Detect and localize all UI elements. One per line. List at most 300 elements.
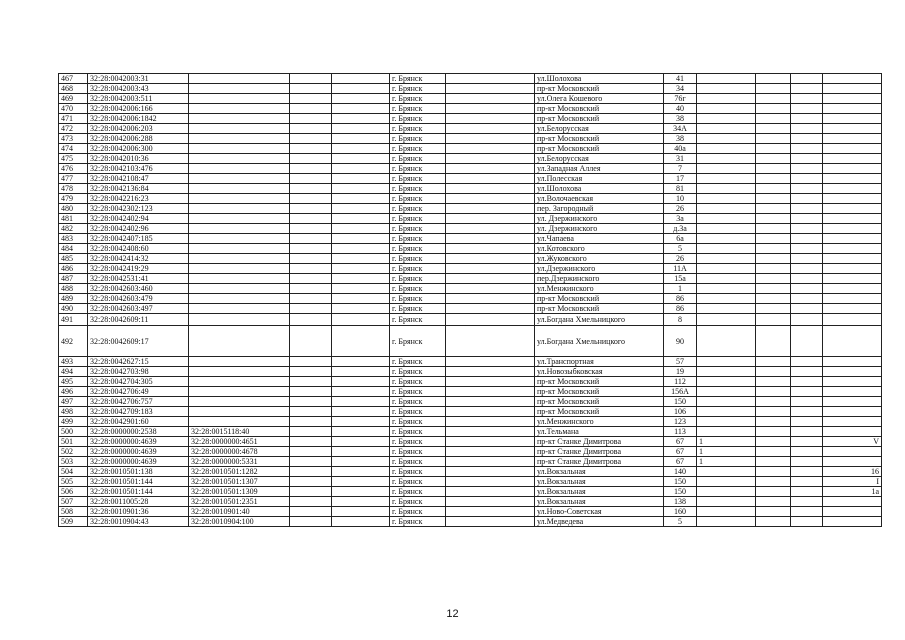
cell-cad: 32:28:0042108:47	[88, 174, 189, 184]
table-row	[59, 417, 882, 427]
cell-e1	[290, 144, 332, 154]
cell-cad2	[189, 326, 290, 357]
table-row	[59, 377, 882, 387]
cell-cad: 32:28:0042706:49	[88, 387, 189, 397]
cell-street: пр-кт Московский	[535, 304, 664, 314]
cell-city: г. Брянск	[390, 417, 446, 427]
cell-e2	[332, 427, 390, 437]
cell-e1	[290, 224, 332, 234]
cell-city: г. Брянск	[390, 144, 446, 154]
cell-v3	[823, 367, 882, 377]
cell-v3	[823, 357, 882, 367]
cell-street: пр-кт Московский	[535, 84, 664, 94]
cell-n: 483	[59, 234, 88, 244]
cell-e1	[290, 407, 332, 417]
cell-e3	[446, 437, 535, 447]
cell-house: 140	[664, 467, 697, 477]
table-row	[59, 214, 882, 224]
cell-v2	[791, 427, 823, 437]
cell-house: 31	[664, 154, 697, 164]
cell-n: 472	[59, 124, 88, 134]
cell-city: г. Брянск	[390, 447, 446, 457]
cell-e2	[332, 387, 390, 397]
cell-v2	[791, 94, 823, 104]
cell-e1	[290, 314, 332, 326]
cell-city: г. Брянск	[390, 94, 446, 104]
cell-extra	[697, 477, 756, 487]
cell-v2	[791, 174, 823, 184]
cell-e2	[332, 507, 390, 517]
cell-n: 475	[59, 154, 88, 164]
cell-n: 496	[59, 387, 88, 397]
cell-e3	[446, 224, 535, 234]
cell-v3	[823, 154, 882, 164]
cell-e3	[446, 407, 535, 417]
cell-e2	[332, 94, 390, 104]
cell-v3	[823, 124, 882, 134]
cell-street: ул.Шолохова	[535, 74, 664, 84]
cell-n: 502	[59, 447, 88, 457]
cell-city: г. Брянск	[390, 214, 446, 224]
table-row	[59, 294, 882, 304]
cell-cad2	[189, 294, 290, 304]
cell-n: 507	[59, 497, 88, 507]
cell-house: 5	[664, 244, 697, 254]
table-row	[59, 487, 882, 497]
cell-v3	[823, 284, 882, 294]
cell-cad: 32:28:0042408:60	[88, 244, 189, 254]
cell-house: 106	[664, 407, 697, 417]
cell-n: 500	[59, 427, 88, 437]
cell-v2	[791, 314, 823, 326]
cell-e1	[290, 174, 332, 184]
cell-cad: 32:28:0042627:15	[88, 357, 189, 367]
cell-n: 508	[59, 507, 88, 517]
cell-v3: V	[823, 437, 882, 447]
cell-street: пер.Дзержинского	[535, 274, 664, 284]
cell-v2	[791, 74, 823, 84]
cell-extra	[697, 397, 756, 407]
cell-city: г. Брянск	[390, 427, 446, 437]
cell-cad2	[189, 144, 290, 154]
cell-v2	[791, 467, 823, 477]
cell-cad: 32:28:0042003:43	[88, 84, 189, 94]
cell-extra	[697, 487, 756, 497]
cell-e2	[332, 254, 390, 264]
cell-e3	[446, 84, 535, 94]
cell-city: г. Брянск	[390, 114, 446, 124]
cell-e1	[290, 357, 332, 367]
cell-house: 6а	[664, 234, 697, 244]
cell-n: 493	[59, 357, 88, 367]
cell-cad: 32:28:0042531:41	[88, 274, 189, 284]
table-row	[59, 457, 882, 467]
cell-cad: 32:28:0042003:511	[88, 94, 189, 104]
cell-e1	[290, 164, 332, 174]
cell-v1	[756, 274, 791, 284]
cell-n: 498	[59, 407, 88, 417]
cell-extra	[697, 194, 756, 204]
cell-city: г. Брянск	[390, 234, 446, 244]
cell-city: г. Брянск	[390, 184, 446, 194]
cell-house: 40	[664, 104, 697, 114]
cell-house: 10	[664, 194, 697, 204]
cell-v3	[823, 304, 882, 314]
cell-e2	[332, 104, 390, 114]
cell-extra	[697, 357, 756, 367]
cell-cad: 32:28:0042010:36	[88, 154, 189, 164]
cell-house: 26	[664, 254, 697, 264]
cell-city: г. Брянск	[390, 194, 446, 204]
cell-e2	[332, 357, 390, 367]
cell-e1	[290, 507, 332, 517]
cell-house: 41	[664, 74, 697, 84]
cell-e1	[290, 377, 332, 387]
cell-extra	[697, 114, 756, 124]
cell-cad: 32:28:0042103:476	[88, 164, 189, 174]
cell-cad2	[189, 234, 290, 244]
cell-street: ул.Богдана Хмельницкого	[535, 326, 664, 357]
cell-e3	[446, 397, 535, 407]
cell-v1	[756, 74, 791, 84]
cell-extra	[697, 377, 756, 387]
table-row	[59, 477, 882, 487]
cell-v1	[756, 224, 791, 234]
cell-city: г. Брянск	[390, 487, 446, 497]
cell-cad2	[189, 74, 290, 84]
cell-e3	[446, 254, 535, 264]
cell-city: г. Брянск	[390, 397, 446, 407]
table-row	[59, 194, 882, 204]
cell-e2	[332, 326, 390, 357]
cell-street: пр-кт Московский	[535, 377, 664, 387]
cell-extra	[697, 224, 756, 234]
cell-v1	[756, 457, 791, 467]
table-row	[59, 104, 882, 114]
cell-cad: 32:28:0042302:123	[88, 204, 189, 214]
cell-n: 477	[59, 174, 88, 184]
cell-house: 3а	[664, 214, 697, 224]
table-row	[59, 387, 882, 397]
cell-n: 482	[59, 224, 88, 234]
cell-e2	[332, 154, 390, 164]
cell-cad2	[189, 124, 290, 134]
table-row	[59, 174, 882, 184]
cell-n: 478	[59, 184, 88, 194]
cell-cad2	[189, 224, 290, 234]
cell-n: 470	[59, 104, 88, 114]
cell-e2	[332, 134, 390, 144]
cell-e3	[446, 264, 535, 274]
cell-extra	[697, 74, 756, 84]
cell-cad2	[189, 397, 290, 407]
cell-v1	[756, 84, 791, 94]
cell-v1	[756, 114, 791, 124]
cell-v3	[823, 427, 882, 437]
cell-street: ул.Новозыбковская	[535, 367, 664, 377]
cell-v3	[823, 377, 882, 387]
cell-e2	[332, 124, 390, 134]
cell-v2	[791, 144, 823, 154]
cell-n: 491	[59, 314, 88, 326]
cell-v2	[791, 134, 823, 144]
cell-e2	[332, 304, 390, 314]
cell-e3	[446, 204, 535, 214]
cell-v1	[756, 124, 791, 134]
cell-v2	[791, 254, 823, 264]
cell-v3: 1а	[823, 487, 882, 497]
cell-e3	[446, 164, 535, 174]
cell-extra: 1	[697, 437, 756, 447]
cell-street: ул.Вокзальная	[535, 467, 664, 477]
cell-v3	[823, 407, 882, 417]
cell-street: ул.Менжинского	[535, 284, 664, 294]
cell-city: г. Брянск	[390, 224, 446, 234]
cell-v1	[756, 254, 791, 264]
cell-v1	[756, 357, 791, 367]
cell-city: г. Брянск	[390, 74, 446, 84]
cell-cad2	[189, 314, 290, 326]
cell-v3	[823, 326, 882, 357]
cell-extra	[697, 367, 756, 377]
cell-e3	[446, 517, 535, 527]
cell-e1	[290, 134, 332, 144]
cell-extra	[697, 407, 756, 417]
cell-e1	[290, 304, 332, 314]
cell-v2	[791, 84, 823, 94]
table-row	[59, 427, 882, 437]
cell-street: пр-кт Московский	[535, 397, 664, 407]
cell-street: ул.Тельмана	[535, 427, 664, 437]
table-row	[59, 397, 882, 407]
cell-cad: 32:28:0042006:300	[88, 144, 189, 154]
cell-n: 479	[59, 194, 88, 204]
cell-e3	[446, 314, 535, 326]
cell-cad: 32:28:0042006:288	[88, 134, 189, 144]
cell-city: г. Брянск	[390, 294, 446, 304]
cell-e2	[332, 144, 390, 154]
cell-house: 67	[664, 437, 697, 447]
cell-extra	[697, 274, 756, 284]
cell-e1	[290, 387, 332, 397]
cell-v1	[756, 477, 791, 487]
cell-cad: 32:28:0010501:138	[88, 467, 189, 477]
cell-v1	[756, 487, 791, 497]
cell-cad2	[189, 377, 290, 387]
cell-n: 480	[59, 204, 88, 214]
cell-cad2	[189, 84, 290, 94]
cell-cad2	[189, 134, 290, 144]
cell-cad2	[189, 387, 290, 397]
cell-v3	[823, 397, 882, 407]
cell-e3	[446, 124, 535, 134]
cell-extra	[697, 134, 756, 144]
cell-v2	[791, 387, 823, 397]
cell-n: 499	[59, 417, 88, 427]
cell-n: 467	[59, 74, 88, 84]
cell-v1	[756, 134, 791, 144]
cell-v2	[791, 487, 823, 497]
cell-extra: 1	[697, 457, 756, 467]
table-row	[59, 204, 882, 214]
cell-e3	[446, 304, 535, 314]
cell-house: 40а	[664, 144, 697, 154]
cell-e3	[446, 134, 535, 144]
table-body	[59, 74, 882, 527]
cell-v3	[823, 214, 882, 224]
cell-v3	[823, 507, 882, 517]
cell-cad2	[189, 94, 290, 104]
cell-v1	[756, 367, 791, 377]
cell-n: 476	[59, 164, 88, 174]
cell-cad: 32:28:0000000:4639	[88, 437, 189, 447]
cell-v1	[756, 104, 791, 114]
cell-e1	[290, 94, 332, 104]
cell-cad: 32:28:0042003:31	[88, 74, 189, 84]
cell-v3	[823, 194, 882, 204]
cell-e3	[446, 144, 535, 154]
cell-v1	[756, 397, 791, 407]
cell-cad2: 32:28:0010501:1309	[189, 487, 290, 497]
cell-e2	[332, 447, 390, 457]
cell-street: ул.Богдана Хмельницкого	[535, 314, 664, 326]
cell-cad2: 32:28:0010901:40	[189, 507, 290, 517]
cell-e3	[446, 274, 535, 284]
cell-city: г. Брянск	[390, 357, 446, 367]
cell-cad2	[189, 194, 290, 204]
cell-cad2	[189, 417, 290, 427]
cell-v2	[791, 397, 823, 407]
cell-e3	[446, 507, 535, 517]
cell-city: г. Брянск	[390, 174, 446, 184]
cell-v2	[791, 264, 823, 274]
table-row	[59, 507, 882, 517]
cell-e3	[446, 244, 535, 254]
cell-v2	[791, 154, 823, 164]
cell-cad: 32:28:0042136:84	[88, 184, 189, 194]
cell-cad: 32:28:0042006:166	[88, 104, 189, 114]
cell-v2	[791, 234, 823, 244]
cell-cad2	[189, 104, 290, 114]
cell-e2	[332, 487, 390, 497]
cell-v3	[823, 144, 882, 154]
cell-cad2: 32:28:0000000:5331	[189, 457, 290, 467]
cell-e3	[446, 387, 535, 397]
cell-v3	[823, 74, 882, 84]
cell-city: г. Брянск	[390, 204, 446, 214]
cell-city: г. Брянск	[390, 304, 446, 314]
cell-cad: 32:28:0010901:36	[88, 507, 189, 517]
cell-street: ул.Транспортная	[535, 357, 664, 367]
cell-e3	[446, 104, 535, 114]
cell-house: 57	[664, 357, 697, 367]
cell-cad2: 32:28:0000000:4651	[189, 437, 290, 447]
cell-e3	[446, 447, 535, 457]
table-row	[59, 357, 882, 367]
table-row	[59, 84, 882, 94]
cell-n: 490	[59, 304, 88, 314]
cell-e2	[332, 497, 390, 507]
property-table	[58, 73, 882, 527]
cell-e1	[290, 417, 332, 427]
table-row	[59, 144, 882, 154]
cell-v2	[791, 517, 823, 527]
cell-city: г. Брянск	[390, 314, 446, 326]
cell-cad2	[189, 174, 290, 184]
cell-e2	[332, 234, 390, 244]
cell-street: пр-кт Московский	[535, 294, 664, 304]
cell-e2	[332, 314, 390, 326]
cell-extra	[697, 507, 756, 517]
cell-cad: 32:28:0042603:479	[88, 294, 189, 304]
cell-e1	[290, 234, 332, 244]
cell-extra: 1	[697, 447, 756, 457]
cell-city: г. Брянск	[390, 507, 446, 517]
cell-cad: 32:28:0042609:17	[88, 326, 189, 357]
cell-street: ул.Шолохова	[535, 184, 664, 194]
cell-cad: 32:28:0042609:11	[88, 314, 189, 326]
table-row	[59, 244, 882, 254]
cell-v3	[823, 184, 882, 194]
cell-v2	[791, 357, 823, 367]
table-row	[59, 314, 882, 326]
cell-house: 160	[664, 507, 697, 517]
cell-cad2	[189, 274, 290, 284]
table-row	[59, 264, 882, 274]
cell-v1	[756, 326, 791, 357]
cell-e2	[332, 397, 390, 407]
cell-e1	[290, 326, 332, 357]
cell-n: 468	[59, 84, 88, 94]
cell-street: ул.Олега Кошевого	[535, 94, 664, 104]
cell-house: 38	[664, 114, 697, 124]
cell-street: пр-кт Московский	[535, 134, 664, 144]
cell-cad2: 32:28:0010501:2351	[189, 497, 290, 507]
cell-v3	[823, 417, 882, 427]
cell-extra	[697, 204, 756, 214]
cell-street: пр-кт Московский	[535, 387, 664, 397]
cell-house: 19	[664, 367, 697, 377]
cell-house: 17	[664, 174, 697, 184]
cell-e1	[290, 264, 332, 274]
cell-cad: 32:28:0042407:185	[88, 234, 189, 244]
cell-house: 150	[664, 477, 697, 487]
cell-extra	[697, 467, 756, 477]
cell-e2	[332, 74, 390, 84]
table-row	[59, 94, 882, 104]
table-row	[59, 274, 882, 284]
cell-house: 113	[664, 427, 697, 437]
cell-house: 15а	[664, 274, 697, 284]
cell-street: ул.Западная Аллея	[535, 164, 664, 174]
cell-v1	[756, 407, 791, 417]
cell-e1	[290, 284, 332, 294]
cell-extra	[697, 154, 756, 164]
cell-e1	[290, 517, 332, 527]
cell-v2	[791, 194, 823, 204]
cell-cad: 32:28:0042901:60	[88, 417, 189, 427]
cell-city: г. Брянск	[390, 457, 446, 467]
cell-e2	[332, 114, 390, 124]
cell-v2	[791, 214, 823, 224]
cell-v3	[823, 447, 882, 457]
cell-v1	[756, 437, 791, 447]
cell-e3	[446, 194, 535, 204]
cell-house: 90	[664, 326, 697, 357]
table-row	[59, 254, 882, 264]
cell-city: г. Брянск	[390, 497, 446, 507]
cell-v3	[823, 294, 882, 304]
